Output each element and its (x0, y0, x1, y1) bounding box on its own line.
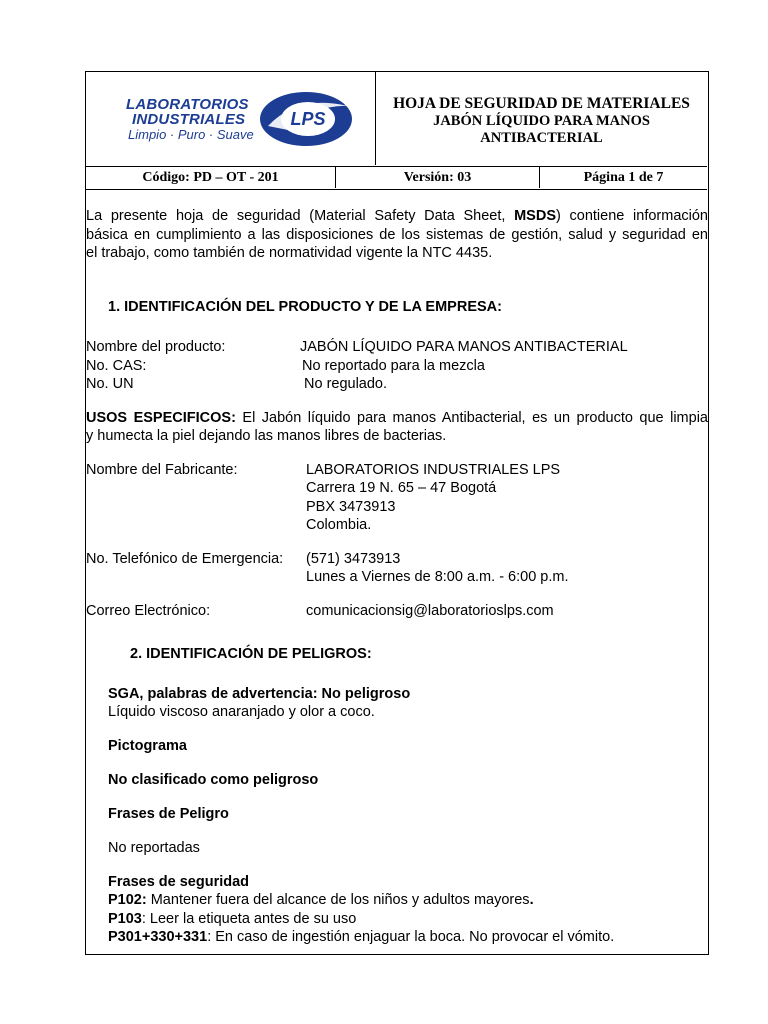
emergency-phone-block (86, 550, 708, 587)
p102-code: P102: (108, 892, 147, 908)
p102-statement (108, 891, 708, 910)
document-code: Código: PD – OT - 201 (86, 167, 336, 188)
emergency-phone-value (306, 550, 569, 587)
product-title-line-2: ANTIBACTERIAL (480, 130, 603, 146)
cas-label: No. CAS: (86, 357, 147, 374)
manufacturer-value (306, 461, 560, 535)
uses-line-1-wrap (86, 409, 708, 428)
lps-logo-icon (258, 90, 354, 148)
cas-row (86, 357, 708, 376)
p103-text: : Leer la etiqueta antes de su uso (141, 910, 357, 927)
email-row (86, 602, 708, 621)
manufacturer-block (86, 461, 708, 535)
uses-line-2: y humecta la piel dejando las manos libres de bacterias. (86, 428, 447, 444)
manufacturer-pbx: PBX 3473913 (306, 498, 396, 515)
product-name-row (86, 338, 708, 357)
uses-line-1: El Jabón líquido para manos Antibacterial, es un producto que limpia (235, 409, 708, 426)
email-value: comunicacionsig@laboratorioslps.com (306, 602, 554, 619)
uses-label: USOS ESPECIFICOS: (86, 409, 236, 426)
hazard-phrases-heading: Frases de Peligro (108, 805, 229, 822)
section-2-heading: 2. IDENTIFICACIÓN DE PELIGROS: (130, 646, 372, 662)
logo-line-1: LABORATORIOS (126, 96, 249, 113)
title-cell (376, 72, 707, 165)
manufacturer-name: LABORATORIOS INDUSTRIALES LPS (306, 461, 561, 478)
not-classified-text: No clasificado como peligroso (108, 772, 319, 788)
document-title: HOJA DE SEGURIDAD DE MATERIALES (393, 95, 690, 112)
product-name-value: JABÓN LÍQUIDO PARA MANOS ANTIBACTERIAL (300, 339, 628, 355)
email-label: Correo Electrónico: (86, 602, 211, 619)
un-value: No regulado. (304, 376, 388, 392)
product-name-label: Nombre del producto: (86, 339, 226, 355)
document-body (86, 207, 708, 947)
intro-msds: MSDS (514, 208, 556, 224)
p103-statement (108, 910, 708, 929)
un-row (86, 375, 708, 394)
hazard-identification (86, 685, 708, 947)
p301-code: P301+330+331 (108, 929, 208, 945)
manufacturer-country: Colombia. (306, 517, 372, 533)
specific-uses (86, 409, 708, 446)
p102-end: . (529, 892, 534, 908)
logo-slogan: Limpio · Puro · Suave (128, 127, 254, 142)
hazard-phrases-value: No reportadas (108, 840, 200, 856)
cas-value: No reportado para la mezcla (302, 357, 485, 374)
manufacturer-address: Carrera 19 N. 65 – 47 Bogotá (306, 480, 497, 496)
page-indicator: Página 1 de 7 (583, 170, 664, 185)
intro-text-end: ) contiene información (556, 208, 708, 224)
emergency-phone-hours: Lunes a Viernes de 8:00 a.m. - 6:00 p.m. (306, 569, 569, 585)
safety-phrases-heading: Frases de seguridad (108, 873, 250, 890)
document-header (86, 72, 707, 167)
emergency-phone-number: (571) 3473913 (306, 550, 401, 567)
sga-description: Líquido viscoso anaranjado y olor a coco. (108, 704, 375, 720)
document-meta-row (86, 167, 707, 190)
intro-line-3: el trabajo, como también de normatividad vigente la NTC 4435. (86, 245, 493, 261)
intro-line-2: básica en cumplimiento a las disposiciones de los sistemas de gestión, salud y seguridad en (86, 226, 708, 243)
section-1-heading: 1. IDENTIFICACIÓN DEL PRODUCTO Y DE LA EMPRESA: (108, 298, 502, 315)
logo-line-2: INDUSTRIALES (132, 111, 246, 128)
pictogram-heading: Pictograma (108, 737, 187, 754)
document-version: Versión: 03 (336, 167, 540, 188)
un-label: No. UN (86, 376, 134, 392)
intro-paragraph (86, 207, 708, 226)
p301-text: : En caso de ingestión enjaguar la boca. No provocar el vómito. (207, 929, 615, 945)
p103-code: P103 (108, 910, 142, 927)
manufacturer-label: Nombre del Fabricante: (86, 461, 238, 478)
p102-text: Mantener fuera del alcance de los niños y adultos mayores (146, 892, 530, 908)
sga-warning: SGA, palabras de advertencia: No peligroso (108, 685, 411, 702)
product-identification (86, 338, 708, 394)
logo-mark-text: LPS (290, 109, 326, 129)
emergency-phone-label: No. Telefónico de Emergencia: (86, 550, 284, 567)
product-title-line-1: JABÓN LÍQUIDO PARA MANOS (433, 113, 650, 129)
p301-statement (108, 928, 708, 947)
logo-cell (86, 72, 376, 165)
intro-text-start: La presente hoja de seguridad (Material Safety Data Sheet, (86, 208, 515, 224)
